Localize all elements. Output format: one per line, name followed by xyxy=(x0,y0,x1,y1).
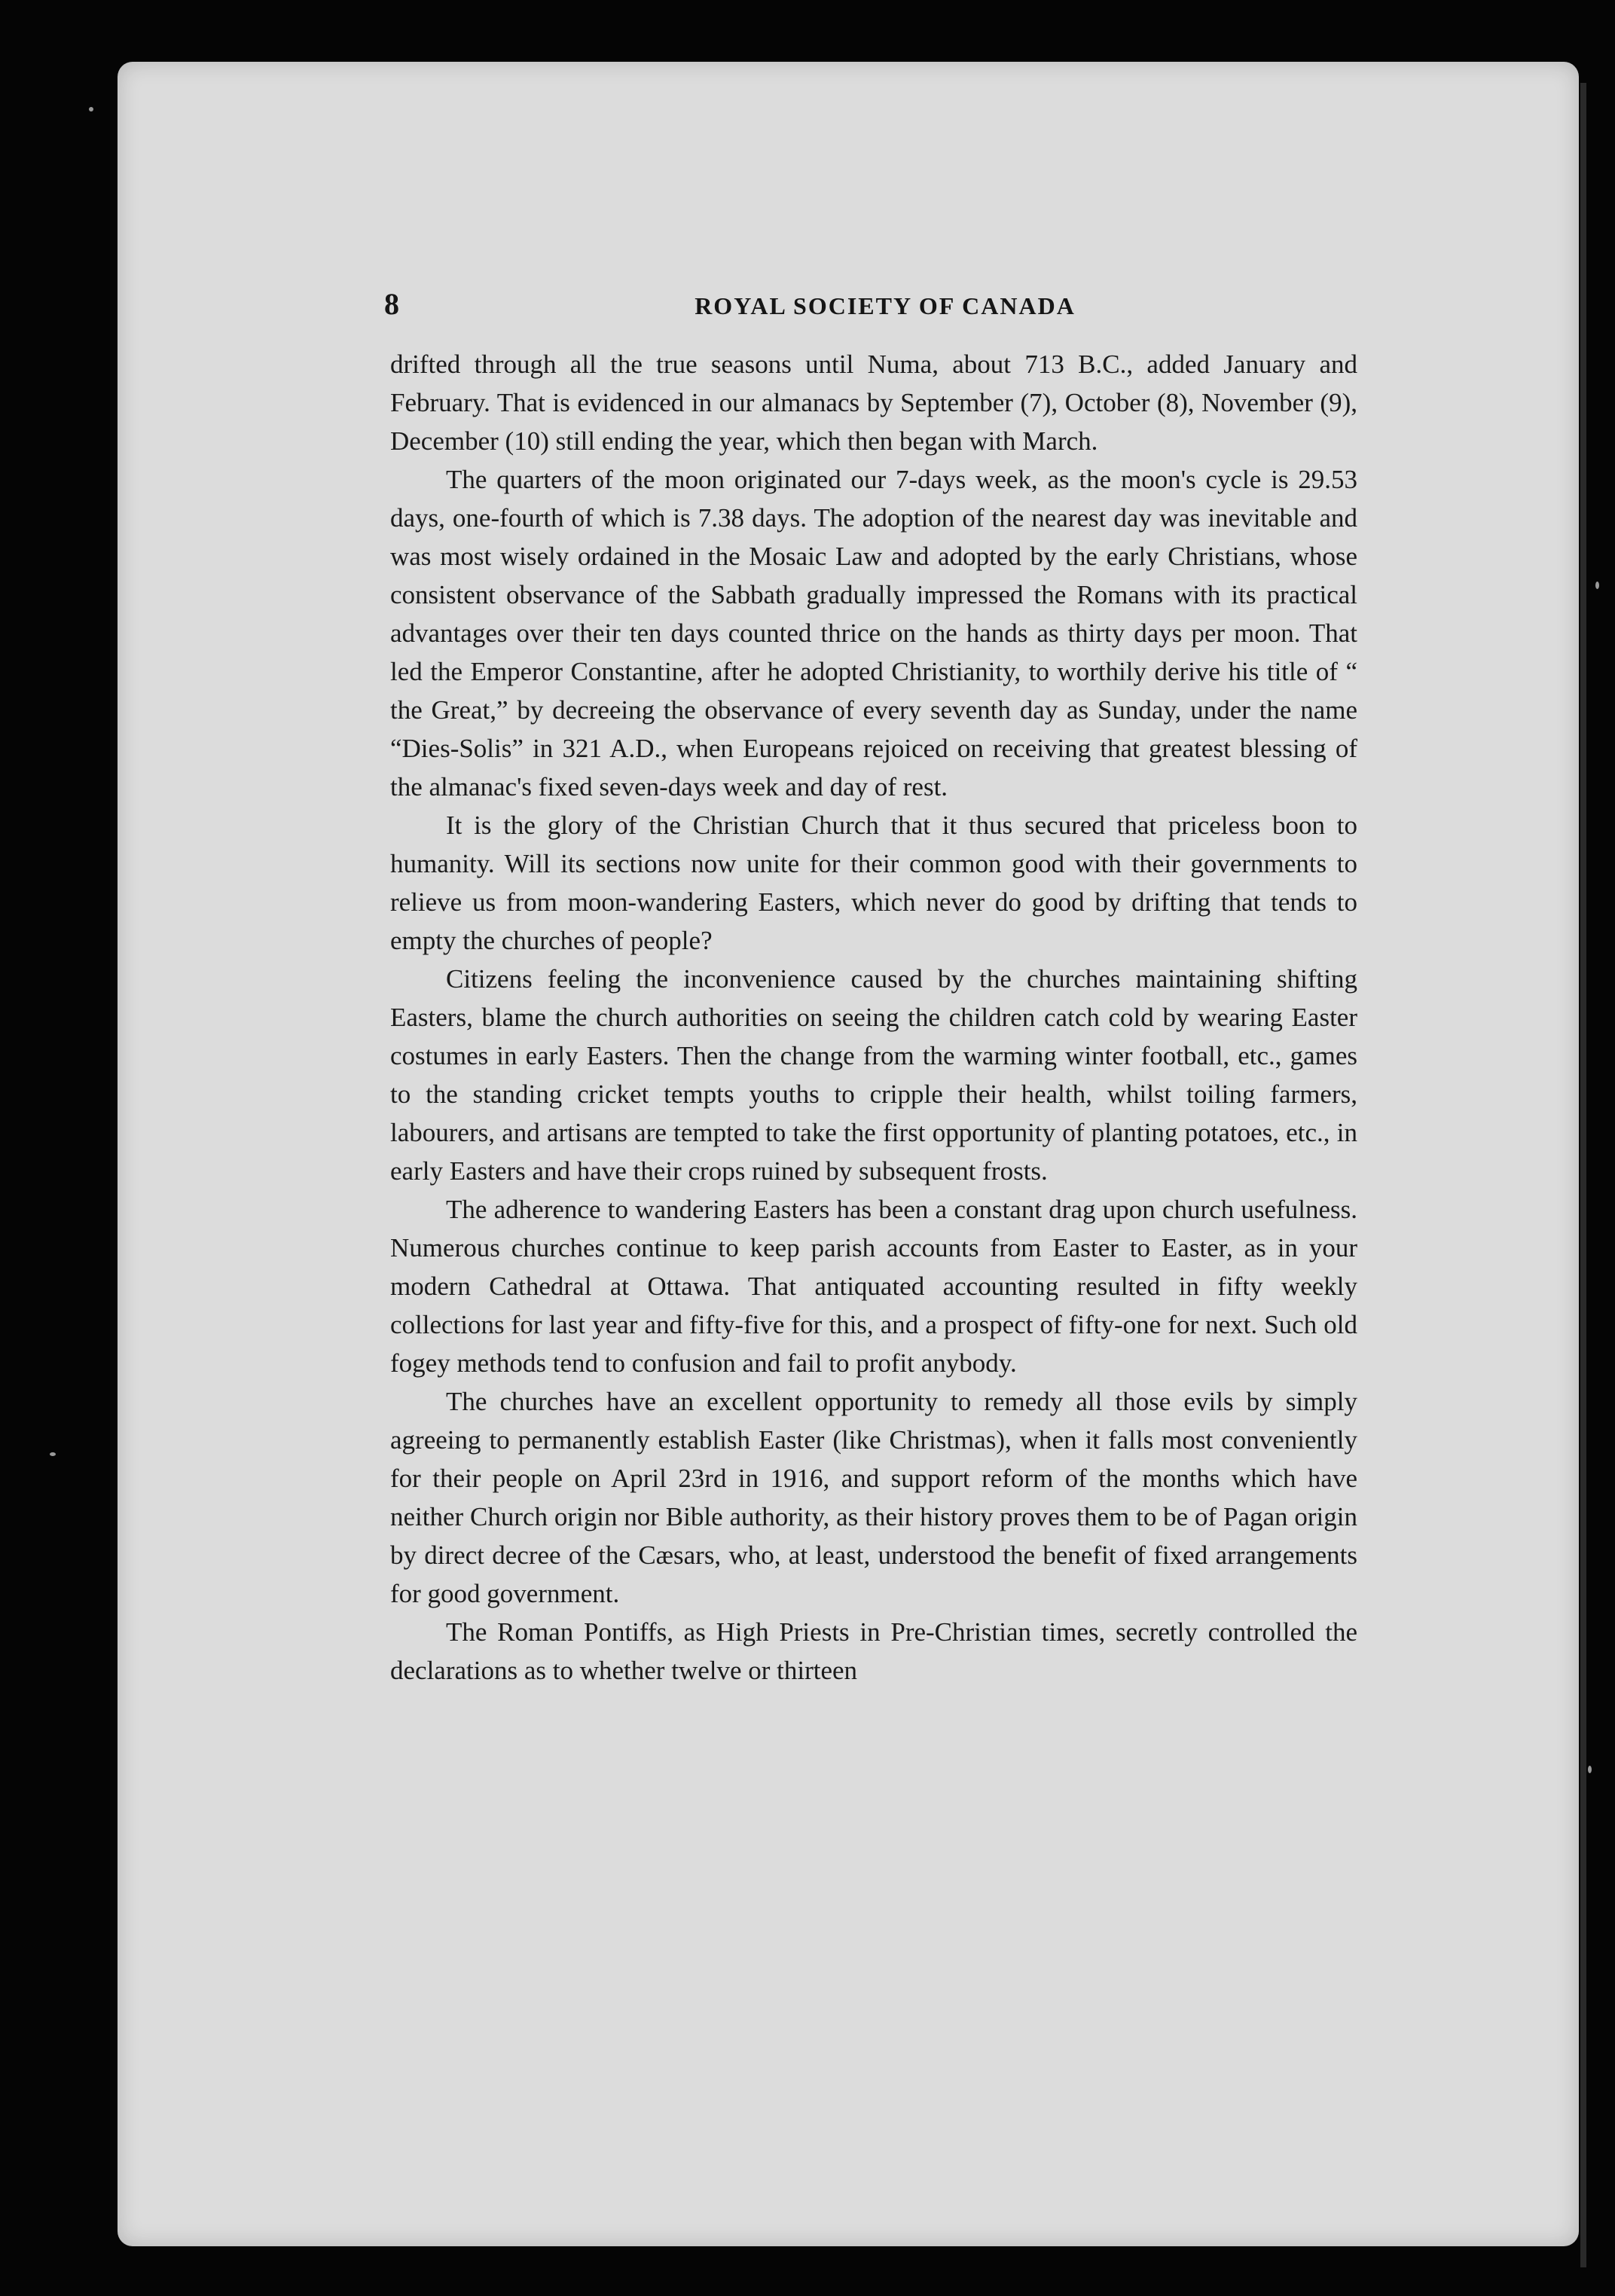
paragraph-7: The Roman Pontiffs, as High Priests in Pre-Christian times, secretly controlled the declarations as to whether twelve or thirteen xyxy=(390,1617,1357,1685)
scan-speck xyxy=(89,107,93,111)
paragraph-5: The adherence to wandering Easters has been a constant drag upon church usefulness. Numerous churches continue to keep parish accounts from Easter to Easter, as in your modern Cathedral at Ottawa. That antiquated accounting resulted in fifty weekly collections for last year and fifty-five for this, and a prospect of fifty-one for next. Such old fogey methods tend to confusion and fail to profit anybody. xyxy=(390,1195,1357,1378)
page-edge-shadow xyxy=(1580,83,1586,2267)
page-header xyxy=(384,286,1386,331)
paragraph-3: It is the glory of the Christian Church that it thus secured that priceless boon to humanity. Will its sections now unite for their common good with their governments to relieve us from moon-wandering Easters, which never do good by drifting that tends to empty the churches of people? xyxy=(390,811,1357,955)
body-text xyxy=(390,345,1357,1690)
paragraph-4: Citizens feeling the inconvenience caused by the churches maintaining shifting Easters, blame the church authorities on seeing the children catch cold by wearing Easter costumes in early Easters. Then the change from the warming winter football, etc., games to the standing cricket tempts youths to cripple their health, whilst toiling farmers, labourers, and artisans are tempted to take the first opportunity of planting potatoes, etc., in early Easters and have their crops ruined by subsequent frosts. xyxy=(390,964,1357,1186)
scan-speck xyxy=(1595,582,1599,589)
page-number: 8 xyxy=(384,287,399,321)
running-head: ROYAL SOCIETY OF CANADA xyxy=(695,292,1076,319)
paragraph-6: The churches have an excellent opportunity to remedy all those evils by simply agreeing to permanently establish Easter (like Christmas), when it falls most conveniently for their people on April 23rd in 1916, and support reform of the months which have neither Church origin nor Bible authority, as their history proves them to be of Pagan origin by direct decree of the Cæsars, who, at least, understood the benefit of fixed arrangements for good government. xyxy=(390,1387,1357,1608)
paragraph-1: drifted through all the true seasons until Numa, about 713 B.C., added January and February. That is evidenced in our almanacs by September (7), October (8), November (9), December (10) still ending the year, which then began with March. xyxy=(390,350,1357,456)
paragraph-2: The quarters of the moon originated our 7-days week, as the moon's cycle is 29.53 days, one-fourth of which is 7.38 days. The adoption of the nearest day was inevitable and was most wisely ordained in the Mosaic Law and adopted by the early Christians, whose consistent observance of the Sabbath gradually impressed the Romans with its practical advantages over their ten days counted thrice on the hands as thirty days per moon. That led the Emperor Constantine, after he adopted Christianity, to worthily derive his title of “ the Great,” by decreeing the observance of every seventh day as Sunday, under the name “Dies-Solis” in 321 A.D., when Europeans rejoiced on receiving that greatest blessing of the almanac's fixed seven-days week and day of rest. xyxy=(390,465,1357,801)
scan-speck xyxy=(1588,1766,1592,1773)
scan-speck xyxy=(50,1452,56,1456)
